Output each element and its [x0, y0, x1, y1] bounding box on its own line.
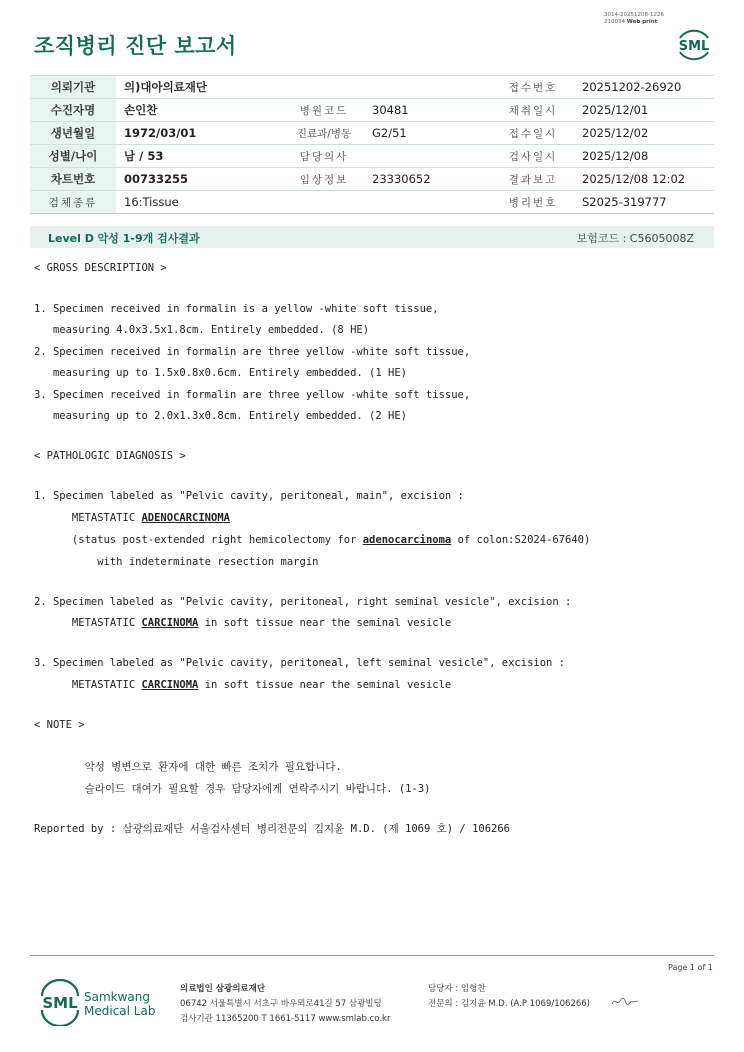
sml-logo-icon — [672, 24, 716, 64]
label-sex-age: 성별/나이 — [30, 145, 116, 168]
gross-line: measuring 4.0x3.5x1.8cm. Entirely embedded. (8 HE) — [34, 324, 370, 336]
diagnosis-2-result: METASTATIC CARCINOMA in soft tissue near the seminal vesicle — [34, 617, 452, 629]
value-specimen-type: 16:Tissue — [116, 191, 284, 214]
gross-line: 1. Specimen received in formalin is a yellow -white soft tissue, — [34, 303, 439, 315]
info-row — [30, 99, 714, 122]
note-line: 슬라이드 대여가 필요할 경우 담당자에게 연락주시기 바랍니다. (1-3) — [34, 783, 431, 795]
label-attending-doctor: 담당의사 — [284, 145, 364, 168]
footer-divider — [30, 955, 714, 956]
note-heading: < NOTE > — [34, 719, 85, 731]
diagnosis-3-specimen: 3. Specimen labeled as "Pelvic cavity, peritoneal, left seminal vesicle", excision : — [34, 657, 566, 669]
gross-description-heading: < GROSS DESCRIPTION > — [34, 262, 167, 274]
label-receipt-number: 접수번호 — [492, 76, 574, 99]
label-test-date: 검사일시 — [492, 145, 574, 168]
result-level-text: Level D 악성 1-9개 검사결과 — [48, 232, 200, 245]
diagnosis-3-result: METASTATIC CARCINOMA in soft tissue near the seminal vesicle — [34, 679, 452, 691]
note-line: 악성 병변으로 환자에 대한 빠른 조치가 필요합니다. — [34, 761, 342, 773]
insurance-code: 보험코드 : C5605008Z — [576, 232, 694, 245]
value-patient-name: 손인찬 — [116, 99, 284, 122]
label-chart-number: 차트번호 — [30, 168, 116, 191]
label-pathology-number: 병리번호 — [492, 191, 574, 214]
label-clinical-info: 임상정보 — [284, 168, 364, 191]
value-empty — [364, 76, 492, 99]
reported-by: Reported by : 삼광의료재단 서울검사센터 병리전문의 김지윤 M.D. (제 1069 호) / 106266 — [34, 823, 511, 835]
value-birth-date: 1972/03/01 — [116, 122, 284, 145]
document-id-line2: 210034 Web print — [604, 19, 658, 25]
diagnosis-term: ADENOCARCINOMA — [141, 512, 230, 524]
sml-logo-text: SML — [678, 39, 710, 54]
value-chart-number: 00733255 — [116, 168, 284, 191]
diagnosis-2-specimen: 2. Specimen labeled as "Pelvic cavity, peritoneal, right seminal vesicle", excision : — [34, 596, 572, 608]
sml-footer-logo-icon — [36, 978, 84, 1026]
gross-line: measuring up to 2.0x1.3x0.8cm. Entirely embedded. (2 HE) — [34, 410, 407, 422]
staff-in-charge: 담당자 : 임형찬 — [428, 984, 486, 994]
page-title: 조직병리 진단 보고서 — [34, 34, 237, 58]
label-receipt-date: 접수일시 — [492, 122, 574, 145]
value-receipt-number: 20251202-26920 — [574, 76, 714, 99]
organization-contact: 검사기관 11365200 T 1661-5117 www.smlab.co.kr — [180, 1014, 391, 1024]
page-number: Page 1 of 1 — [668, 963, 713, 972]
value-test-date: 2025/12/08 — [574, 145, 714, 168]
info-row — [30, 145, 714, 168]
value-receipt-date: 2025/12/02 — [574, 122, 714, 145]
pathologic-diagnosis-heading: < PATHOLOGIC DIAGNOSIS > — [34, 450, 186, 462]
specialist: 전문의 : 김지윤 M.D. (A.P 1069/106266) — [428, 999, 590, 1009]
value-referring-institution: 의)대아의료재단 — [116, 76, 284, 99]
organization-name: 의료법인 삼광의료재단 — [180, 984, 266, 994]
info-row — [30, 122, 714, 145]
value-clinical-info: 23330652 — [364, 168, 492, 191]
value-result-report: 2025/12/08 12:02 — [574, 168, 714, 191]
info-row — [30, 191, 714, 214]
value-department-ward: G2/51 — [364, 122, 492, 145]
info-row — [30, 168, 714, 191]
diagnosis-1-margin: with indeterminate resection margin — [34, 556, 319, 568]
gross-line: 3. Specimen received in formalin are three yellow -white soft tissue, — [34, 389, 471, 401]
info-row — [30, 76, 714, 99]
brand-name-line1: Samkwang — [84, 990, 150, 1004]
label-collection-date: 채취일시 — [492, 99, 574, 122]
signature-icon — [610, 993, 640, 1009]
diagnosis-term: CARCINOMA — [141, 617, 199, 629]
label-empty — [284, 191, 364, 214]
label-patient-name: 수진자명 — [30, 99, 116, 122]
label-specimen-type: 검체종류 — [30, 191, 116, 214]
gross-line: measuring up to 1.5x0.8x0.6cm. Entirely embedded. (1 HE) — [34, 367, 407, 379]
value-pathology-number: S2025-319777 — [574, 191, 714, 214]
value-attending-doctor — [364, 145, 492, 168]
organization-address: 06742 서울특별시 서초구 바우뫼로41길 57 삼광빌딩 — [180, 999, 382, 1009]
document-id-line1: 3014-20251208-1226 — [604, 12, 664, 18]
gross-line: 2. Specimen received in formalin are three yellow -white soft tissue, — [34, 346, 471, 358]
sml-footer-logo-text: SML — [42, 994, 78, 1012]
diagnosis-1-result: METASTATIC ADENOCARCINOMA — [34, 512, 230, 524]
label-result-report: 결과보고 — [492, 168, 574, 191]
value-collection-date: 2025/12/01 — [574, 99, 714, 122]
diagnosis-term: CARCINOMA — [141, 679, 199, 691]
label-empty — [284, 76, 364, 99]
brand-name-line2: Medical Lab — [84, 1004, 156, 1018]
diagnosis-1-specimen: 1. Specimen labeled as "Pelvic cavity, peritoneal, main", excision : — [34, 490, 464, 502]
result-level-band — [30, 226, 714, 248]
label-hospital-code: 병원코드 — [284, 99, 364, 122]
label-birth-date: 생년월일 — [30, 122, 116, 145]
value-sex-age: 남 / 53 — [116, 145, 284, 168]
document-id — [604, 12, 664, 26]
diagnosis-1-status: (status post-extended right hemicolectomy for adenocarcinoma of colon:S2024-67640) — [34, 534, 591, 546]
label-referring-institution: 의뢰기관 — [30, 76, 116, 99]
value-empty — [364, 191, 492, 214]
value-hospital-code: 30481 — [364, 99, 492, 122]
diagnosis-term: adenocarcinoma — [362, 534, 452, 546]
label-department-ward: 진료과/병동 — [284, 122, 364, 145]
patient-info-table — [30, 75, 714, 214]
